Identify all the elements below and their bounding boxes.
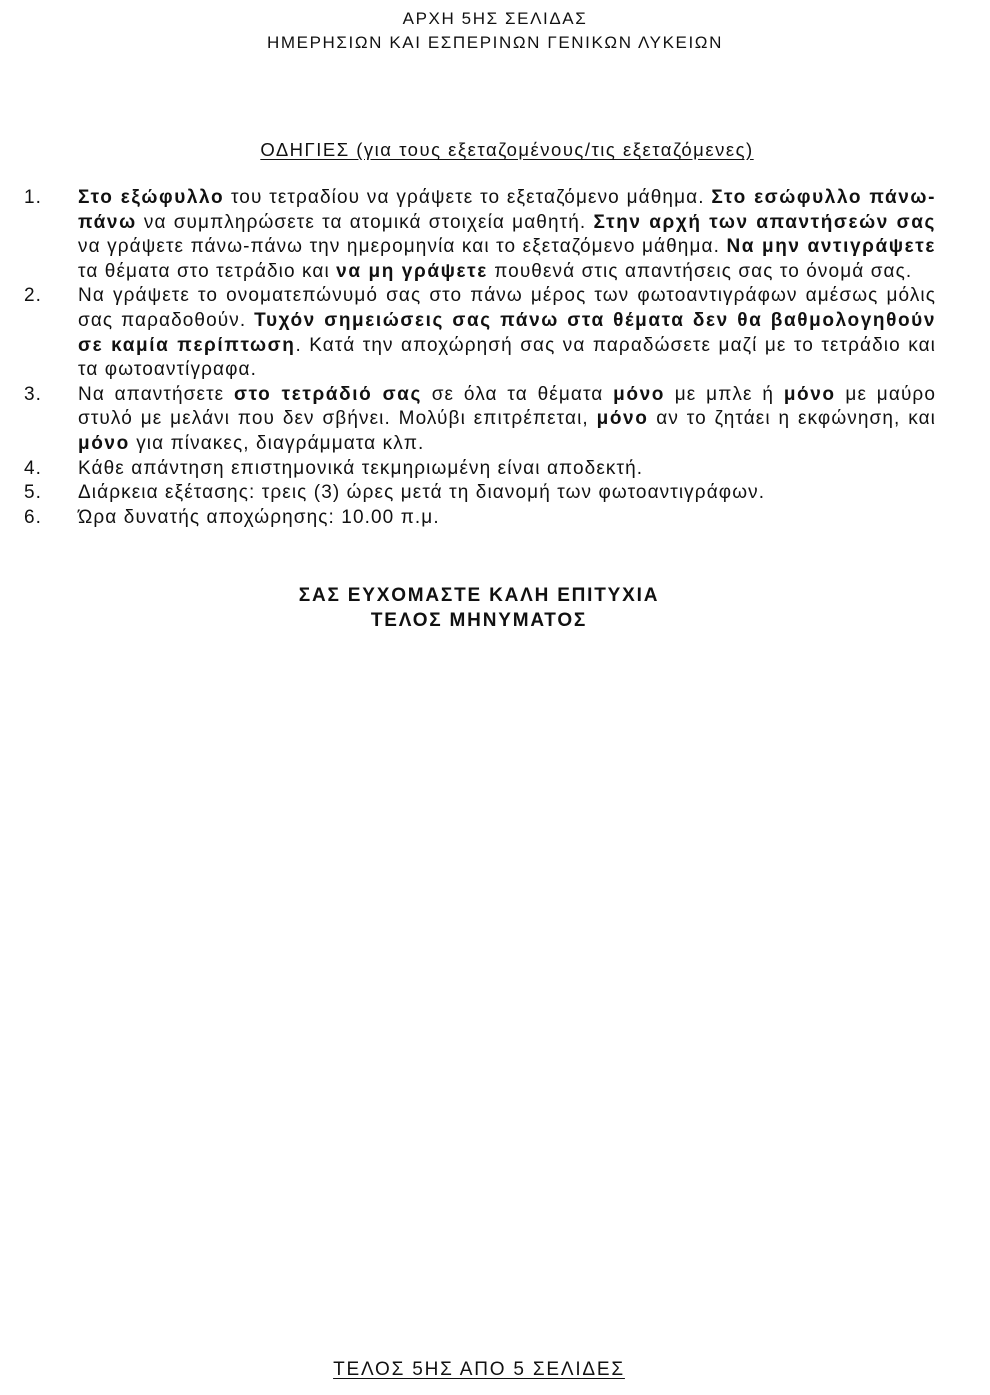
instructions-list [24, 186, 936, 530]
instruction-text [78, 457, 936, 482]
instruction-text [78, 284, 936, 382]
body-text: να συμπληρώσετε τα ατομικά στοιχεία μαθητή. [136, 211, 594, 233]
body-text: Διάρκεια εξέτασης: τρεις (3) ώρες μετά τη διανομή των φωτοαντιγράφων. [78, 482, 766, 504]
body-text: τα θέματα στο τετράδιο και [78, 260, 337, 282]
emphasis-text: Στο εσώφυλλο πάνω-πάνω [78, 187, 936, 233]
instruction-item [24, 481, 936, 506]
emphasis-text: μόνο [783, 383, 836, 405]
instruction-text [78, 383, 936, 457]
body-text: για πίνακες, διαγράμματα κλπ. [129, 432, 425, 454]
closing-message [0, 584, 958, 633]
instruction-number: 5. [24, 482, 43, 504]
body-text: . Κατά την αποχώρησή σας να παραδώσετε μαζί με το τετράδιο και τα φωτοαντίγραφα. [78, 334, 936, 381]
instruction-item [24, 284, 936, 382]
instructions-title: ΟΔΗΓΙΕΣ (για τους εξεταζομένους/τις εξεταζόμενες) [260, 139, 754, 160]
emphasis-text: Τυχόν σημειώσεις σας πάνω στα θέματα δεν θα βαθμολογηθούν σε καμία περίπτωση [78, 309, 936, 356]
instruction-text [78, 186, 936, 284]
emphasis-text: Στην αρχή των απαντήσεών σας [593, 211, 936, 233]
body-text: Να γράψετε το ονοματεπώνυμό σας στο πάνω μέρος των φωτοαντιγράφων αμέσως μόλις σας παραδοθούν. [78, 285, 936, 331]
instruction-text [78, 481, 936, 506]
instruction-item [24, 383, 936, 457]
body-text: πουθενά στις απαντήσεις σας το όνομά σας. [487, 260, 913, 282]
header-school-type: ΗΜΕΡΗΣΙΩΝ ΚΑΙ ΕΣΠΕΡΙΝΩΝ ΓΕΝΙΚΩΝ ΛΥΚΕΙΩΝ [267, 33, 723, 52]
body-text: σε όλα τα θέματα [421, 383, 614, 405]
instruction-item [24, 186, 936, 284]
page-header [0, 7, 990, 55]
instruction-number: 2. [24, 285, 43, 307]
body-text: αν το ζητάει η εκφώνηση, και [648, 408, 937, 430]
end-of-message-line: ΤΕΛΟΣ ΜΗΝΥΜΑΤΟΣ [370, 609, 588, 631]
page-footer: ΤΕΛΟΣ 5ΗΣ ΑΠΟ 5 ΣΕΛΙΔΕΣ [333, 1359, 625, 1380]
instruction-number: 4. [24, 457, 43, 479]
body-text: με μαύρο στυλό με μελάνι που δεν σβήνει. Μολύβι επιτρέπεται, [78, 383, 937, 430]
emphasis-text: Να μην αντιγράψετε [726, 236, 936, 258]
good-luck-line: ΣΑΣ ΕΥΧΟΜΑΣΤΕ ΚΑΛΗ ΕΠΙΤΥΧΙΑ [298, 585, 660, 606]
body-text: Να απαντήσετε [78, 383, 235, 405]
emphasis-text: να μη γράψετε [336, 260, 488, 282]
emphasis-text: μόνο [78, 432, 130, 454]
emphasis-text: μόνο [613, 383, 665, 405]
instruction-text [78, 506, 936, 531]
body-text: Κάθε απάντηση επιστημονικά τεκμηριωμένη είναι αποδεκτή. [78, 457, 644, 479]
emphasis-text: Στο εξώφυλλο [78, 187, 225, 208]
instruction-item [24, 506, 936, 531]
emphasis-text: στο τετράδιό σας [234, 383, 422, 405]
header-page-start: ΑΡΧΗ 5ΗΣ ΣΕΛΙΔΑΣ [402, 9, 588, 28]
instruction-number: 3. [24, 383, 43, 405]
body-text: του τετραδίου να γράψετε το εξεταζόμενο μάθημα. [224, 187, 712, 208]
body-text: να γράψετε πάνω-πάνω την ημερομηνία και το εξεταζόμενο μάθημα. [78, 236, 727, 258]
body-text: Ώρα δυνατής αποχώρησης: 10.00 π.μ. [78, 506, 440, 528]
instruction-number: 1. [24, 187, 43, 208]
emphasis-text: μόνο [596, 408, 649, 430]
instruction-number: 6. [24, 506, 43, 528]
instruction-item [24, 457, 936, 482]
body-text: με μπλε ή [664, 383, 784, 405]
